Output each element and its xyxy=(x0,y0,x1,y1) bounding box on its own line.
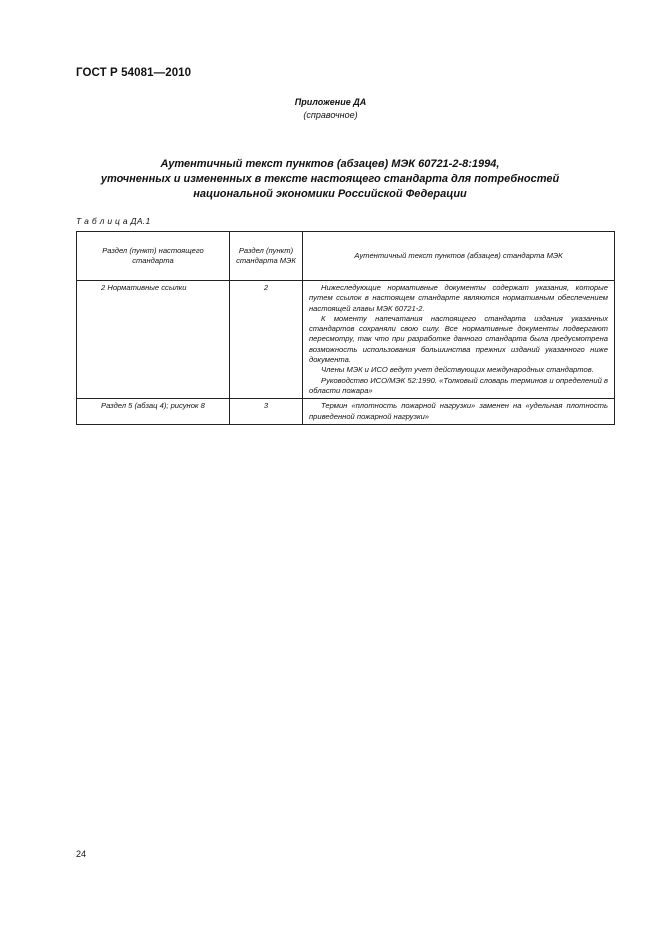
table-row xyxy=(77,281,615,399)
text-paragraph: Члены МЭК и ИСО ведут учет действующих международных стандартов. xyxy=(321,365,594,375)
header-authentic-text: Аутентичный текст пунктов (абзацев) стандарта МЭК xyxy=(303,232,615,281)
title-line-2: уточненных и измененных в тексте настоящего стандарта для потребностей xyxy=(100,173,560,185)
header-national-section: Раздел (пункт) настоящего стандарта xyxy=(77,232,230,281)
table-row xyxy=(77,399,615,425)
appendix-title xyxy=(80,157,580,202)
appendix-label: Приложение ДА xyxy=(294,97,367,107)
title-line-1: Аутентичный текст пунктов (абзацев) МЭК 60721-2-8:1994, xyxy=(160,158,500,170)
appendix-note: (справочное) xyxy=(303,110,358,120)
cell-authentic-text xyxy=(303,281,615,399)
document-header: ГОСТ Р 54081—2010 xyxy=(76,67,192,79)
header-iec-section: Раздел (пункт) стандарта МЭК xyxy=(230,232,303,281)
text-paragraph: К моменту напечатания настоящего стандарта издания указанных стандартов сохраняли свою силу. Все нормативные документы подвергают пересмотру, так что при разработке данного стандарта была предусмотрена возможность использования большинства прежних изданий указанного ниже документа. xyxy=(309,313,608,365)
title-line-3: национальной экономики Российской Федерации xyxy=(193,188,467,200)
cell-national-section: 2 Нормативные ссылки xyxy=(77,281,230,399)
page-number: 24 xyxy=(76,849,87,859)
cell-national-section: Раздел 5 (абзац 4); рисунок 8 xyxy=(77,399,230,425)
cell-iec-section: 2 xyxy=(230,281,303,399)
text-paragraph: Нижеследующие нормативные документы содержат указания, которые путем ссылок в настоящем стандарте являются нормативным обеспечением настоящей главы МЭК 60721-2. xyxy=(309,283,608,313)
cell-authentic-text xyxy=(303,399,615,425)
text-paragraph: Термин «плотность пожарной нагрузки» заменен на «удельная плотность приведенной пожарной нагрузки» xyxy=(309,401,608,421)
comparison-table xyxy=(76,231,615,425)
text-paragraph: Руководство ИСО/МЭК 52:1990. «Толковый словарь терминов и определений в области пожара» xyxy=(309,375,608,395)
cell-iec-section: 3 xyxy=(230,399,303,425)
table-header-row xyxy=(77,232,615,281)
table-caption: Т а б л и ц а ДА.1 xyxy=(76,216,151,226)
